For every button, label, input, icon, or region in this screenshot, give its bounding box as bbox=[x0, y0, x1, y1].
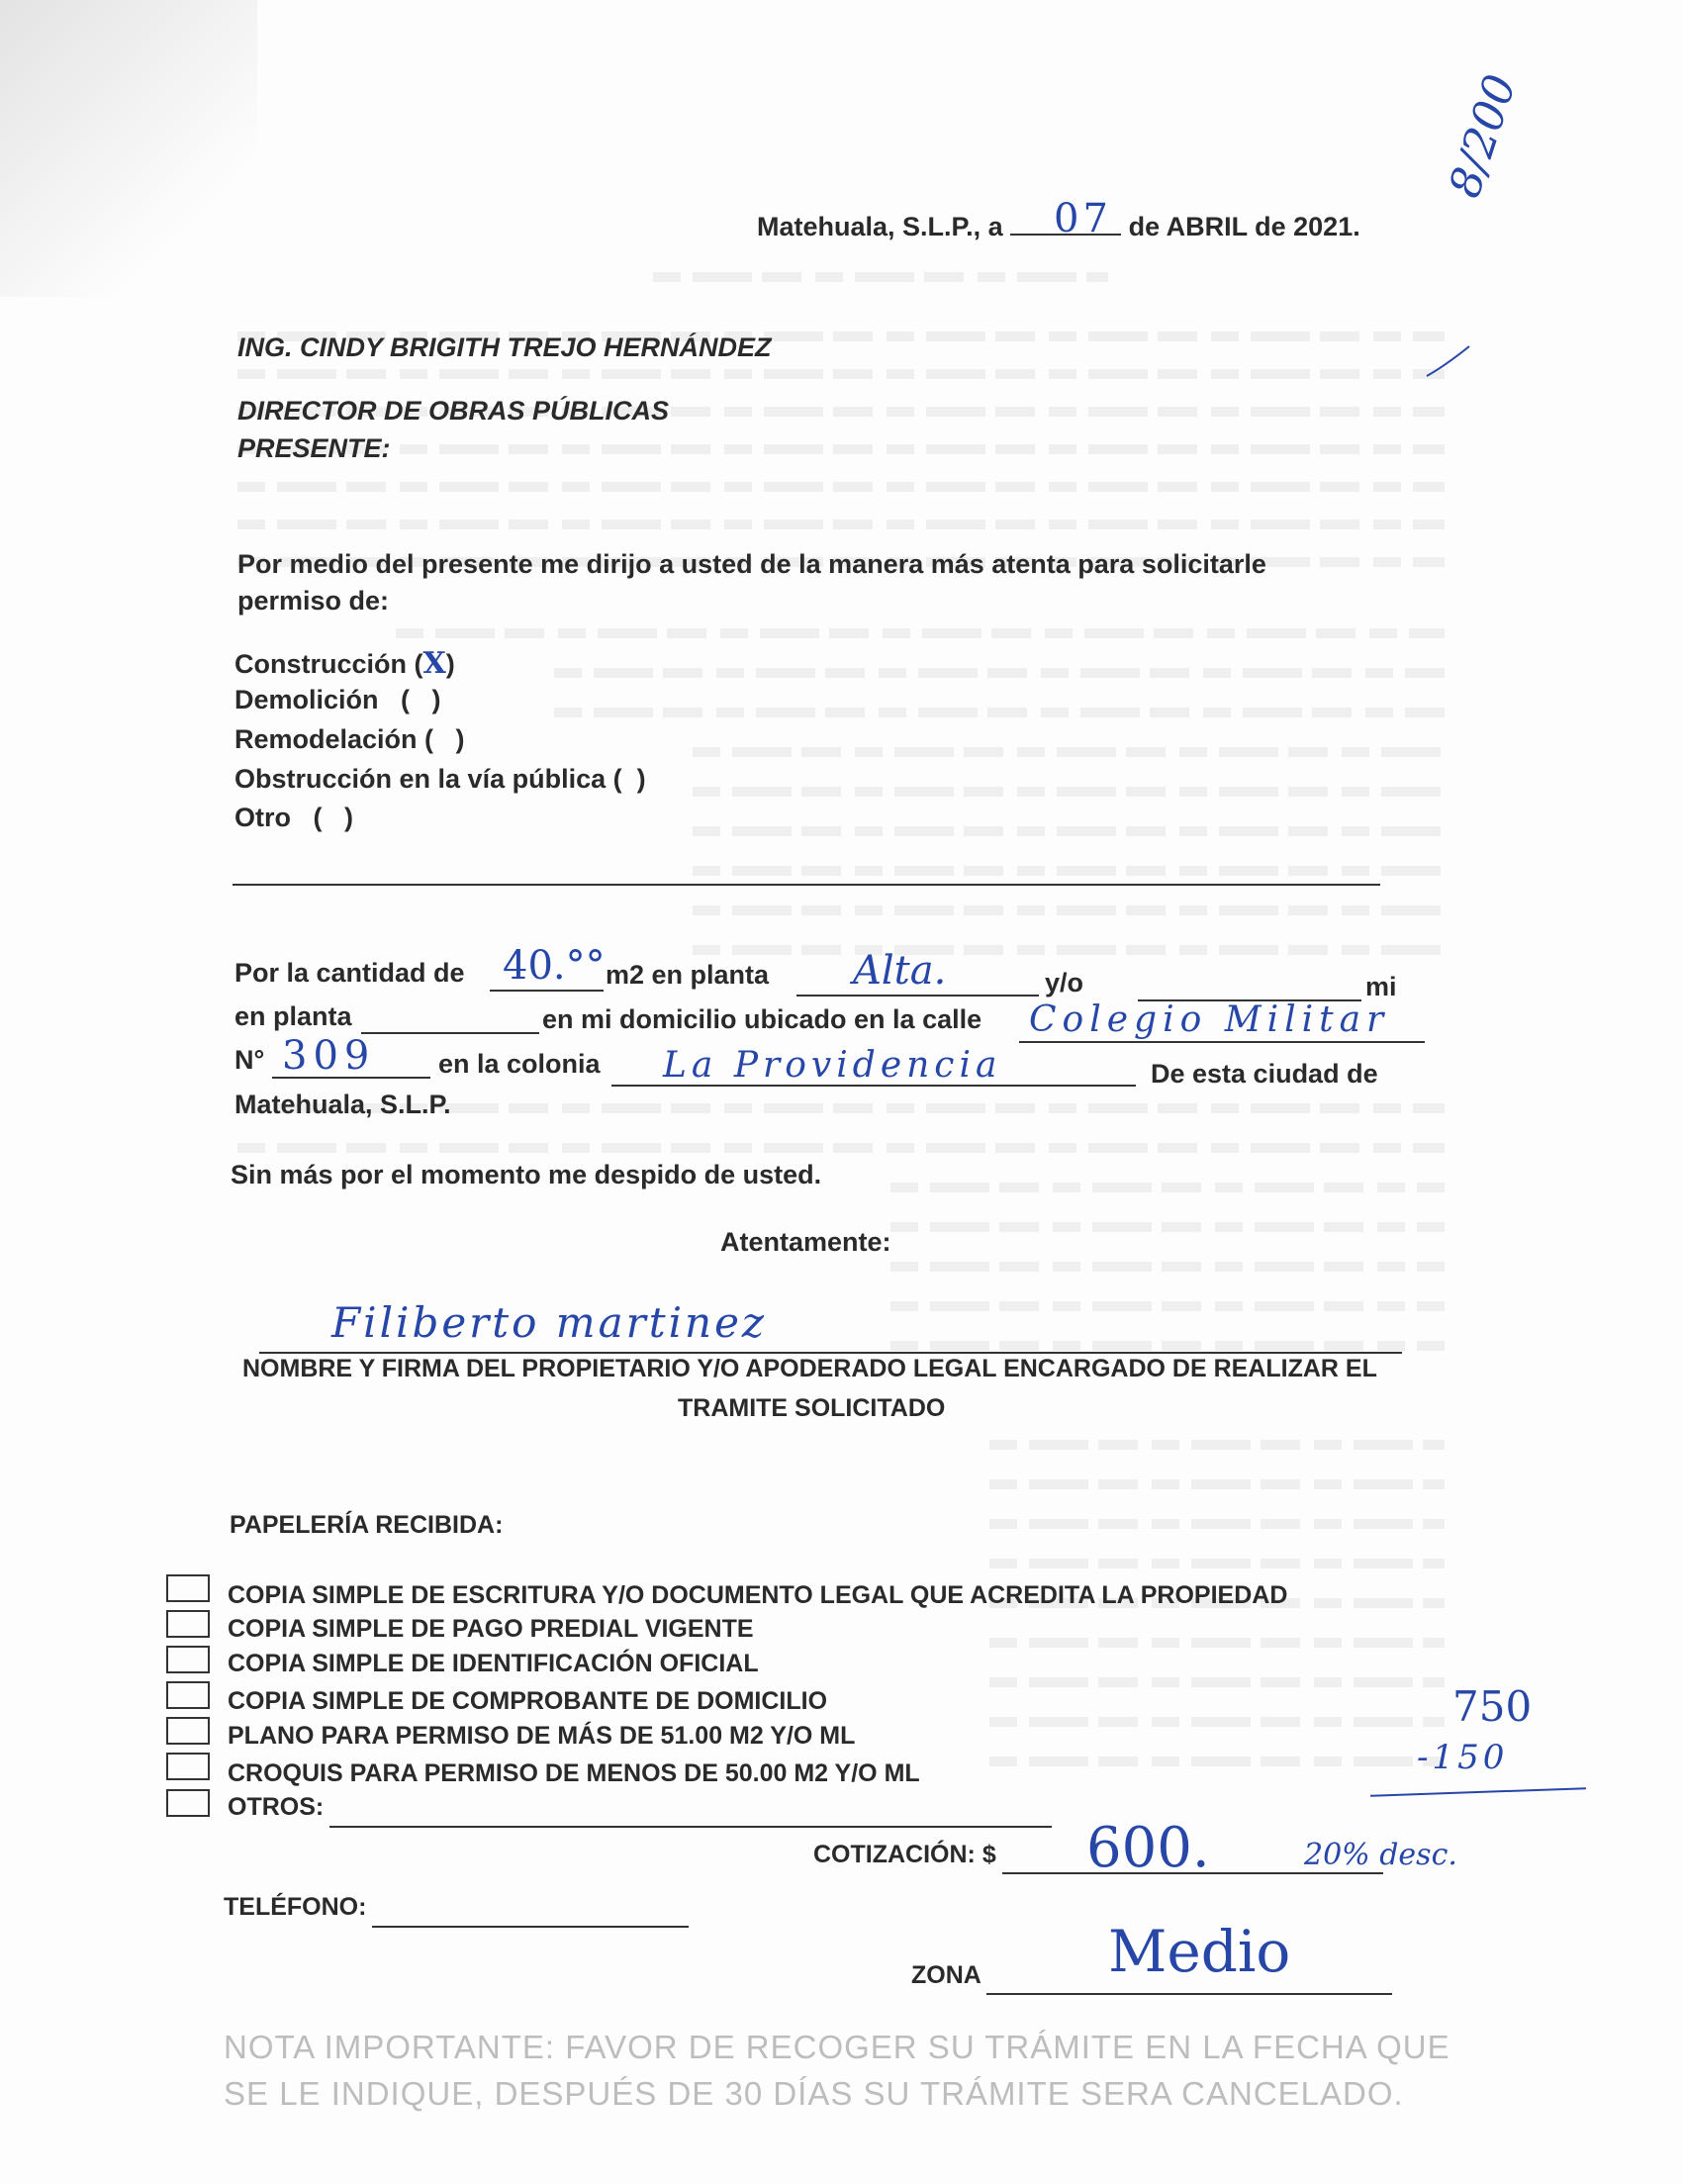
margin-note-handwritten: 8/200 bbox=[1440, 68, 1527, 204]
farewell: Sin más por el momento me despido de usted. bbox=[231, 1160, 822, 1189]
checkbox-identificacion[interactable] bbox=[166, 1646, 210, 1673]
en-planta-label: en planta bbox=[234, 1001, 352, 1031]
papeleria-item-identificacion: COPIA SIMPLE DE IDENTIFICACIÓN OFICIAL bbox=[228, 1650, 759, 1677]
domicilio-label: en mi domicilio ubicado en la calle bbox=[542, 1004, 982, 1034]
street-handwritten: Colegio Militar bbox=[1029, 999, 1390, 1040]
addressee-title: DIRECTOR DE OBRAS PÚBLICAS bbox=[237, 396, 670, 426]
construccion-mark-handwritten: X bbox=[422, 646, 446, 681]
city-label: Matehuala, S.L.P. bbox=[234, 1090, 451, 1119]
street-line bbox=[1019, 1041, 1425, 1043]
papeleria-item-predial: COPIA SIMPLE DE PAGO PREDIAL VIGENTE bbox=[228, 1615, 754, 1643]
colonia-label: en la colonia bbox=[438, 1049, 601, 1079]
papeleria-item-escritura: COPIA SIMPLE DE ESCRITURA Y/O DOCUMENTO LEGAL QUE ACREDITA LA PROPIEDAD bbox=[228, 1581, 1288, 1609]
cotizacion-handwritten: 600. bbox=[1086, 1816, 1210, 1880]
date-suffix: de ABRIL de 2021. bbox=[1128, 212, 1360, 241]
otro-blank-line bbox=[233, 884, 1380, 886]
atentamente: Atentamente: bbox=[720, 1227, 891, 1257]
permit-obstruccion: Obstrucción en la vía pública ( ) bbox=[234, 764, 646, 794]
quantity-prefix: Por la cantidad de bbox=[234, 958, 465, 988]
signature-label-1: NOMBRE Y FIRMA DEL PROPIETARIO Y/O APODERADO LEGAL ENCARGADO DE REALIZAR EL bbox=[242, 1355, 1377, 1382]
addressee-presente: PRESENTE: bbox=[237, 433, 391, 463]
checkbox-croquis[interactable] bbox=[166, 1753, 210, 1780]
checkbox-predial[interactable] bbox=[166, 1610, 210, 1638]
telefono-label: TELÉFONO: bbox=[224, 1893, 367, 1921]
checkbox-plano[interactable] bbox=[166, 1717, 210, 1745]
calc-top-handwritten: 750 bbox=[1452, 1682, 1533, 1731]
papeleria-item-croquis: CROQUIS PARA PERMISO DE MENOS DE 50.00 M2 Y/O ML bbox=[228, 1759, 920, 1787]
nota-line-2: SE LE INDIQUE, DESPUÉS DE 30 DÍAS SU TRÁMITE SERA CANCELADO. bbox=[224, 2075, 1404, 2112]
quantity-handwritten: 40.°° bbox=[503, 943, 606, 989]
day-handwritten: 07 bbox=[1054, 196, 1112, 241]
zona-handwritten: Medio bbox=[1108, 1918, 1291, 1985]
papeleria-item-otros: OTROS: bbox=[228, 1793, 325, 1821]
calc-minus-handwritten: -150 bbox=[1417, 1738, 1509, 1777]
permit-construccion bbox=[234, 646, 455, 681]
zona-label: ZONA bbox=[911, 1961, 981, 1989]
numero-handwritten: 309 bbox=[282, 1033, 376, 1079]
addressee-name: ING. CINDY BRIGITH TREJO HERNÁNDEZ bbox=[237, 332, 772, 362]
cotizacion-note-handwritten: 20% desc. bbox=[1304, 1838, 1457, 1872]
ciudad-label: De esta ciudad de bbox=[1151, 1059, 1378, 1089]
planta-handwritten: Alta. bbox=[853, 948, 947, 994]
checkbox-otros[interactable] bbox=[166, 1789, 210, 1817]
otros-line bbox=[329, 1826, 1052, 1828]
checkbox-domicilio[interactable] bbox=[166, 1681, 210, 1709]
place-prefix: Matehuala, S.L.P., a bbox=[757, 212, 1003, 241]
permit-remodelacion: Remodelación ( ) bbox=[234, 724, 465, 754]
margin-check-mark bbox=[1425, 341, 1474, 381]
papeleria-item-plano: PLANO PARA PERMISO DE MÁS DE 51.00 M2 Y/O ML bbox=[228, 1722, 856, 1750]
cotizacion-label: COTIZACIÓN: $ bbox=[813, 1841, 996, 1868]
checkbox-escritura[interactable] bbox=[166, 1574, 210, 1602]
telefono-line bbox=[372, 1926, 689, 1928]
zona-line bbox=[986, 1993, 1392, 1995]
intro-line-1: Por medio del presente me dirijo a usted de la manera más atenta para solicitarle bbox=[237, 549, 1266, 579]
permit-otro: Otro ( ) bbox=[234, 803, 353, 832]
en-planta-line bbox=[361, 1032, 539, 1034]
quantity-line bbox=[490, 990, 604, 992]
m2-label: m2 en planta bbox=[606, 960, 770, 990]
intro-line-2: permiso de: bbox=[237, 586, 390, 616]
papeleria-heading: PAPELERÍA RECIBIDA: bbox=[230, 1511, 504, 1539]
signature-line bbox=[259, 1352, 1402, 1354]
permit-demolicion: Demolición ( ) bbox=[234, 685, 441, 714]
signature-handwritten: Filiberto martinez bbox=[331, 1298, 768, 1347]
signature-label-2: TRAMITE SOLICITADO bbox=[678, 1394, 946, 1422]
nota-line-1: NOTA IMPORTANTE: FAVOR DE RECOGER SU TRÁMITE EN LA FECHA QUE bbox=[224, 2029, 1450, 2065]
papeleria-item-domicilio: COPIA SIMPLE DE COMPROBANTE DE DOMICILIO bbox=[228, 1687, 828, 1715]
mi-label: mi bbox=[1365, 972, 1397, 1001]
colonia-handwritten: La Providencia bbox=[663, 1045, 1002, 1086]
permit-construccion-label: Construcción ( bbox=[234, 649, 423, 679]
yo-label: y/o bbox=[1045, 968, 1084, 997]
permit-construccion-close: ) bbox=[445, 649, 455, 679]
planta-line bbox=[796, 995, 1039, 997]
numero-label: N° bbox=[234, 1045, 265, 1075]
